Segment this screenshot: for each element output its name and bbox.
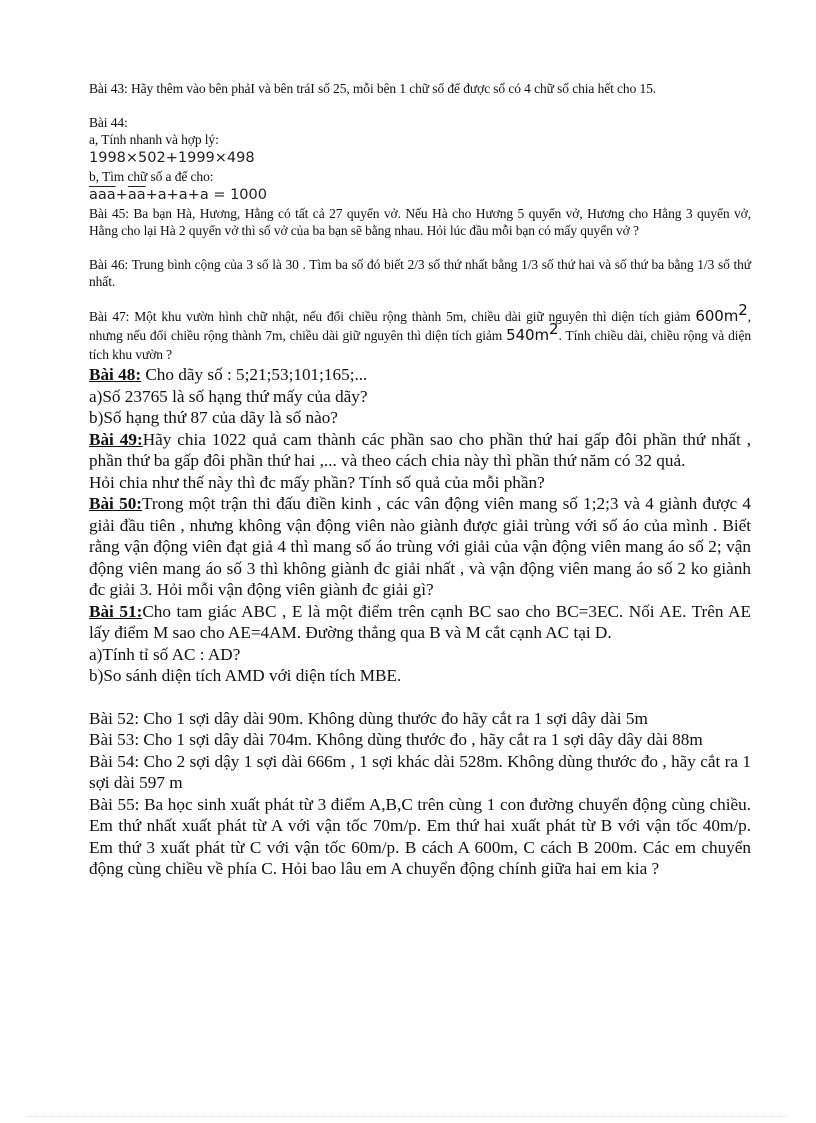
problem-48-a: a)Số 23765 là số hạng thứ mấy của dãy?	[89, 386, 368, 406]
problems-52-55	[89, 708, 751, 880]
document-page	[89, 80, 751, 880]
problem-44	[89, 114, 751, 205]
problem-49-label: Bài 49:	[89, 429, 143, 449]
problem-49-question: Hỏi chia như thế này thì đc mấy phần? Tính số quả của mỗi phần?	[89, 472, 545, 492]
problem-44-title: Bài 44:	[89, 115, 128, 130]
problem-46: Bài 46: Trung bình cộng của 3 số là 30 . Tìm ba số đó biết 2/3 số thứ nhất bằng 1/3 số thứ hai và số thứ ba bằng 1/3 số thứ nhất.	[89, 257, 751, 289]
problem-55: Bài 55: Ba học sinh xuất phát từ 3 điểm A,B,C trên cùng 1 con đường chuyển động cùng chiều. Em thứ nhất xuất phát từ A với vận tốc 70m/p. Em thứ hai xuất phát từ B với vận tốc 40m/p. Em thứ 3 xuất phát từ C với vận tốc 60m/p. B cách A 600m, C cách B 200m. Các em chuyển động cùng chiều về phía C. Hỏi bao lâu em A chuyển động chính giữa hai em kia ?	[89, 794, 751, 878]
problem-53: Bài 53: Cho 1 sợi dây dài 704m. Không dùng thước đo , hãy cắt ra 1 sợi dây dây dài 88m	[89, 730, 703, 749]
problem-43: Bài 43: Hãy thêm vào bên phảI và bên tráI số 25, mỗi bên 1 chữ số để được số có 4 chữ số chia hết cho 15.	[89, 81, 657, 96]
problem-49: Bài 49:Hãy chia 1022 quả cam thành các phần sao cho phần thứ hai gấp đôi phần thứ nhất , phần thứ ba gấp đôi phần thứ hai ,... và theo cách chia này thì phần thứ năm có 32 quả. Hỏi chia như thế này thì đc mấy phần? Tính số quả của mỗi phần?	[89, 429, 751, 492]
problem-52: Bài 52: Cho 1 sợi dây dài 90m. Không dùng thước đo hãy cắt ra 1 sợi dây dài 5m	[89, 708, 648, 728]
problem-48-b: b)Số hạng thứ 87 của dãy là số nào?	[89, 408, 338, 427]
problem-50: Bài 50:Trong một trận thi đấu điền kinh , các vân động viên mang số 1;2;3 và 4 giành được 4 giải đầu tiên , nhưng không vận động viên nào giành được giải trùng với số áo của mình . Biết rằng vận động viên đạt giả 4 thì mang số áo trùng với giải của vận động viên mang áo số 2; vận động viên mang áo số 3 thì không giành đc giải nhất , và vận động viên mang áo số 2 ko giành đc giải 3. Hỏi mỗi vận động viên giành đc giải gì?	[89, 494, 752, 599]
page-bottom-border	[28, 1116, 788, 1117]
problem-51: Bài 51:Cho tam giác ABC , E là một điểm trên cạnh BC sao cho BC=3EC. Nối AE. Trên AE lấy điểm M sao cho AE=4AM. Đường thẳng qua B và M cắt cạnh AC tại D. a)Tính tỉ số AC : AD? b)So sánh diện tích AMD với diện tích MBE.	[89, 601, 751, 685]
problem-54: Bài 54: Cho 2 sợi dậy 1 sợi dài 666m , 1 sợi khác dài 528m. Không dùng thước đo , hãy cắt ra 1 sợi dài 597 m	[89, 751, 751, 792]
problem-51-b: b)So sánh diện tích AMD với diện tích MBE.	[89, 666, 402, 685]
problem-44-b-expression: $\overline{aaa}+\overline{aa}+a+a+a = 1000$	[89, 187, 267, 203]
problem-48: Bài 48: Cho dãy số : 5;21;53;101;165;... a)Số 23765 là số hạng thứ mấy của dãy? b)Số hạng thứ 87 của dãy là số nào?	[89, 364, 751, 429]
problem-44-a-expression: 1998×502+1999×498	[89, 150, 255, 166]
problem-50-label: Bài 50:	[89, 494, 143, 513]
problem-51-a: a)Tính tỉ số AC : AD?	[89, 644, 241, 664]
problem-47: Bài 47: Một khu vườn hình chữ nhật, nếu đổi chiều rộng thành 5m, chiều dài giữ nguyên thì diện tích giảm 600m2, nhưng nếu đổi chiều rộng thành 7m, chiều dài giữ nguyên thì diện tích giảm 540m2. Tính chiều dài, chiều rộng và diện tích khu vườn ?	[89, 301, 751, 362]
problem-44-a-label: a, Tính nhanh và hợp lý:	[89, 132, 219, 147]
problem-45: Bài 45: Ba bạn Hà, Hương, Hằng có tất cả 27 quyển vở. Nếu Hà cho Hương 5 quyển vở, Hương cho Hằng 3 quyển vở, Hằng cho lại Hà 2 quyển vở thì số vở của ba bạn sẽ bằng nhau. Hỏi lúc đầu mỗi bạn có mấy quyển vở ?	[89, 206, 751, 238]
problem-48-label: Bài 48:	[89, 365, 142, 384]
problem-44-b-label: b, Tìm chữ số a để cho:	[89, 169, 214, 184]
problem-51-label: Bài 51:	[89, 601, 143, 621]
